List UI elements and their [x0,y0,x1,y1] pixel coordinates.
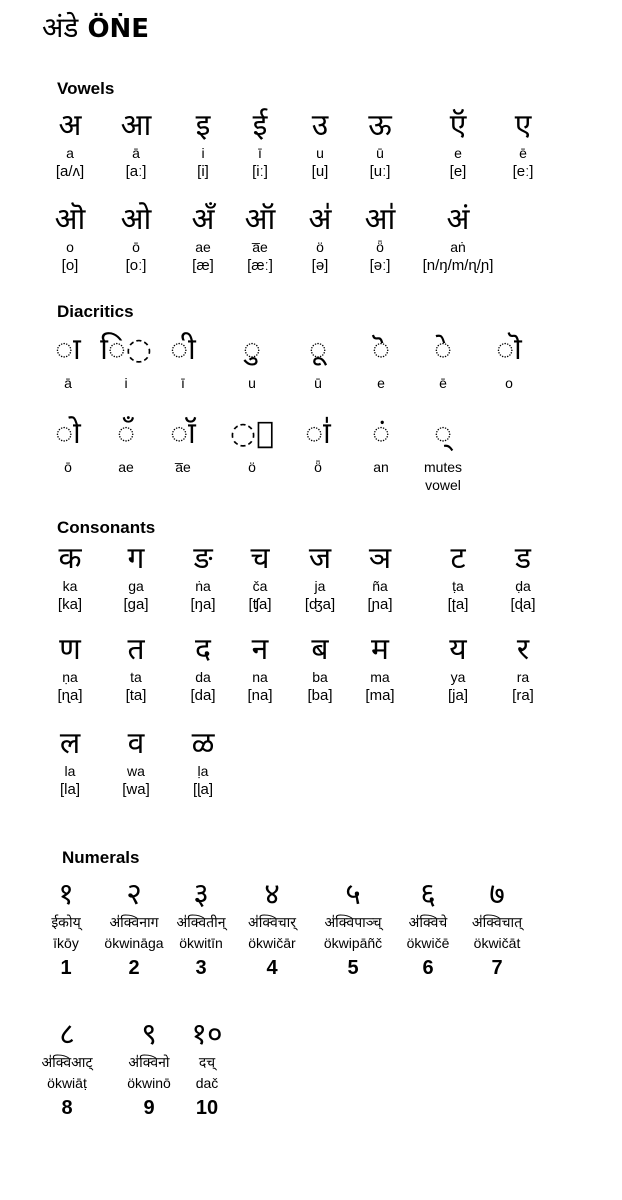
diacritic-glyph: ि◌ [100,332,152,367]
numeral-glyph: १० [191,1017,223,1052]
vowel-ipa: [o] [61,257,79,274]
numeral-roman: dač [195,1075,219,1091]
diacritic-roman: e [377,375,385,391]
consonant-glyph: च [250,541,270,576]
consonant-ipa: [ɳa] [57,687,83,704]
consonant-cell [422,541,494,615]
consonant-cell [344,632,416,706]
consonant-roman: wa [127,763,145,779]
vowel-glyph: ऍ [449,108,467,143]
vowel-roman: i [201,145,205,161]
consonant-ipa: [ma] [365,687,395,704]
vowel-ipa: [əː] [369,257,391,274]
consonant-ipa: [ŋa] [190,596,216,613]
vowel-cell [34,202,106,276]
consonant-roman: ḍa [515,578,531,594]
diacritic-roman: i [124,375,128,391]
numeral-digit: 4 [266,957,278,979]
diacritic-roman: mutes vowel [423,459,463,493]
vowel-roman: aṅ [450,239,466,255]
consonant-roman: na [252,669,268,685]
vowel-roman: e [454,145,462,161]
consonant-ipa: [ʈa] [447,596,469,613]
vowel-cell [422,108,494,182]
diacritic-roman: a̅e [175,459,191,475]
vowel-glyph: अँ [191,202,215,237]
consonant-ipa: [ʤa] [304,596,336,613]
consonant-roman: ra [516,669,530,685]
diacritic-cell [282,416,354,476]
diacritic-roman: ö [248,459,256,475]
consonant-cell [34,726,106,800]
diacritic-glyph: ◌ँ [117,416,135,451]
title-latin: ÖṄE [87,14,150,44]
vowel-glyph: अं [446,202,470,237]
consonant-roman: ma [370,669,390,685]
consonant-cell [100,541,172,615]
numeral-word: अ॑क्वितीन् [176,915,226,931]
diacritic-roman: ē [439,375,447,391]
numeral-roman: ökwičār [248,935,296,951]
vowel-glyph: ए [514,108,532,143]
consonant-roman: la [64,763,76,779]
numeral-glyph: ८ [59,1017,75,1052]
numeral-glyph: ९ [141,1017,157,1052]
consonant-roman: da [195,669,211,685]
numeral-digit: 5 [347,957,359,979]
numeral-glyph: २ [126,877,142,912]
consonant-roman: ja [314,578,326,594]
numeral-word: अ॑क्विनो [128,1055,170,1071]
vowel-ipa: [n/ŋ/m/ɳ/ɲ] [422,257,494,274]
vowel-roman: ō [132,239,140,255]
vowel-ipa: [uː] [369,163,391,180]
consonant-ipa: [ba] [307,687,333,704]
vowel-ipa: [oː] [125,257,147,274]
consonant-glyph: ल [59,726,81,761]
numeral-digit: 3 [195,957,207,979]
consonant-glyph: ळ [191,726,215,761]
consonant-cell [344,541,416,615]
diacritic-glyph: ◌ी [170,332,196,367]
diacritic-roman: ū [314,375,322,391]
vowel-roman: ȫ [376,239,384,255]
vowel-glyph: ई [252,108,268,143]
consonant-glyph: व [127,726,145,761]
consonant-roman: ṭa [452,578,464,594]
vowel-cell [487,108,559,182]
diacritic-glyph: ◌ा [55,332,81,367]
numeral-word: अ॑क्विचात् [471,915,523,931]
diacritic-glyph: ◌ं [372,416,390,451]
vowel-cell [100,202,172,276]
consonant-glyph: ज [308,541,332,576]
title-script: अंडे [42,11,79,44]
vowel-glyph: इ [195,108,211,143]
diacritic-glyph: ◌ॆ [372,332,390,367]
consonant-glyph: ङ [193,541,213,576]
consonant-cell [34,541,106,615]
numeral-glyph: ६ [420,877,436,912]
vowel-ipa: [ə] [311,257,329,274]
vowel-ipa: [iː] [252,163,268,180]
numeral-cell [388,877,468,983]
numeral-digit: 6 [422,957,434,979]
vowel-glyph: अ॑ [308,202,332,237]
vowel-cell [410,202,506,276]
consonant-roman: ña [372,578,388,594]
consonant-glyph: ञ [368,541,392,576]
vowel-glyph: उ [311,108,329,143]
vowel-roman: ö [316,239,324,255]
vowel-glyph: आ॑ [364,202,396,237]
diacritic-roman: ō [64,459,72,475]
diacritic-roman: an [373,459,389,475]
vowel-glyph: ऒ [54,202,86,237]
consonant-ipa: [ta] [125,687,147,704]
vowel-ipa: [u] [311,163,329,180]
diacritic-roman: ae [118,459,134,475]
vowel-roman: ī [258,145,262,161]
page-title [42,8,149,46]
diacritic-glyph: ◌ो [55,416,81,451]
consonant-roman: ḷa [197,763,209,779]
consonant-cell [422,632,494,706]
vowel-glyph: अ [58,108,82,143]
vowel-roman: ū [376,145,384,161]
consonant-glyph: त [127,632,145,667]
numeral-digit: 10 [195,1097,219,1119]
diacritic-roman: ā [64,375,72,391]
numeral-digit: 2 [128,957,140,979]
consonant-glyph: द [195,632,211,667]
diacritic-glyph: ◌॑ [229,416,275,451]
consonant-roman: ṅa [195,578,211,594]
consonant-cell [100,726,172,800]
vowel-roman: a̅e [252,239,268,255]
numeral-word: अ॑क्विचार् [248,915,296,931]
diacritic-glyph: ◌ू [309,332,327,367]
diacritic-cell [395,416,491,494]
numeral-roman: ökwičē [406,935,450,951]
diacritic-roman: u [248,375,256,391]
consonant-ipa: [na] [247,687,273,704]
diacritic-glyph: ◌े [434,332,452,367]
vowel-ipa: [æ] [192,257,214,274]
vowel-cell [34,108,106,182]
vowel-cell [100,108,172,182]
consonant-cell [487,541,559,615]
numeral-cell [457,877,537,983]
diacritic-glyph: ◌ॊ [496,332,522,367]
diacritic-cell [407,332,479,392]
diacritic-cell [147,332,219,392]
numeral-glyph: ३ [193,877,209,912]
numeral-word: दच् [198,1055,216,1071]
consonant-glyph: ग [127,541,145,576]
diacritic-cell [473,332,545,392]
consonant-cell [34,632,106,706]
consonant-glyph: म [371,632,389,667]
consonant-ipa: [ja] [447,687,468,704]
consonant-glyph: क [58,541,82,576]
vowel-ipa: [eː] [512,163,534,180]
diacritic-roman: o [505,375,513,391]
numeral-digit: 7 [491,957,503,979]
vowel-cell [344,108,416,182]
consonant-roman: ba [312,669,328,685]
section-numerals: Numerals [62,848,140,867]
vowel-cell [344,202,416,276]
numeral-digit: 1 [60,957,72,979]
numeral-digit: 9 [143,1097,155,1119]
consonant-ipa: [ka] [57,596,83,613]
consonant-glyph: र [516,632,530,667]
diacritic-cell [216,332,288,392]
section-diacritics: Diacritics [57,302,134,321]
numeral-word: अ॑क्विपाञ्च् [324,915,382,931]
consonant-ipa: [ɖa] [510,596,536,613]
consonant-ipa: [da] [190,687,216,704]
consonant-roman: ga [128,578,144,594]
consonant-roman: ča [252,578,268,594]
vowel-roman: o [66,239,74,255]
vowel-roman: ē [519,145,527,161]
diacritic-cell [216,416,288,476]
numeral-word: अ॑क्विचे [408,915,448,931]
consonant-roman: ya [450,669,466,685]
consonant-cell [100,632,172,706]
vowel-glyph: ओ [120,202,152,237]
consonant-ipa: [wa] [122,781,150,798]
vowel-roman: u [316,145,324,161]
consonant-ipa: [ga] [123,596,149,613]
consonant-glyph: य [449,632,467,667]
section-vowels: Vowels [57,79,115,98]
consonant-roman: ṇa [62,669,78,685]
consonant-cell [487,632,559,706]
consonant-roman: ta [130,669,142,685]
numeral-glyph: ७ [489,877,505,912]
consonant-ipa: [la] [59,781,80,798]
diacritic-roman: ȫ [314,459,322,475]
consonant-glyph: ण [59,632,81,667]
numeral-roman: ökwiāṭ [47,1075,87,1091]
vowel-roman: ā [132,145,140,161]
consonant-glyph: न [251,632,269,667]
vowel-ipa: [æː] [247,257,273,274]
diacritic-glyph: ◌् [434,416,452,451]
diacritic-glyph: ◌ा॑ [305,416,331,451]
consonant-roman: ka [62,578,78,594]
vowel-roman: ae [195,239,211,255]
numeral-digit: 8 [61,1097,73,1119]
numeral-roman: ökwipāñč [323,935,383,951]
numeral-roman: ökwičāt [473,935,521,951]
numeral-cell [167,1017,247,1123]
vowel-ipa: [aː] [125,163,147,180]
consonant-ipa: [ʧa] [248,596,272,613]
numeral-roman: ökwitīn [179,935,223,951]
diacritic-cell [282,332,354,392]
numeral-glyph: १ [58,877,74,912]
numeral-cell [232,877,312,983]
diacritic-cell [147,416,219,476]
numeral-word: अ॑क्विनाग [109,915,159,931]
numeral-cell [161,877,241,983]
numeral-cell [27,1017,107,1123]
consonant-glyph: ड [514,541,532,576]
numeral-word: अ॑क्विआट् [41,1055,93,1071]
vowel-glyph: आ [120,108,152,143]
section-consonants: Consonants [57,518,156,537]
consonant-ipa: [ra] [512,687,534,704]
vowel-ipa: [e] [449,163,467,180]
vowel-roman: a [66,145,74,161]
diacritic-glyph: ◌ु [243,332,261,367]
vowel-glyph: ऊ [368,108,392,143]
vowel-ipa: [a/ʌ] [55,163,85,180]
diacritic-glyph: ◌ॉ [170,416,196,451]
consonant-cell [167,726,239,800]
diacritic-roman: ī [181,375,185,391]
numeral-roman: ökwinō [127,1075,171,1091]
numeral-glyph: ५ [345,877,361,912]
consonant-glyph: ब [311,632,329,667]
vowel-glyph: ऑ [244,202,276,237]
numeral-word: ईकोय् [51,915,81,931]
consonant-glyph: ट [450,541,466,576]
consonant-ipa: [ɭa] [192,781,213,798]
numeral-glyph: ४ [264,877,280,912]
consonant-ipa: [ɲa] [367,596,393,613]
numeral-roman: ökwināga [104,935,164,951]
numeral-roman: īkōy [53,935,79,951]
vowel-ipa: [i] [197,163,209,180]
numeral-cell [313,877,393,983]
